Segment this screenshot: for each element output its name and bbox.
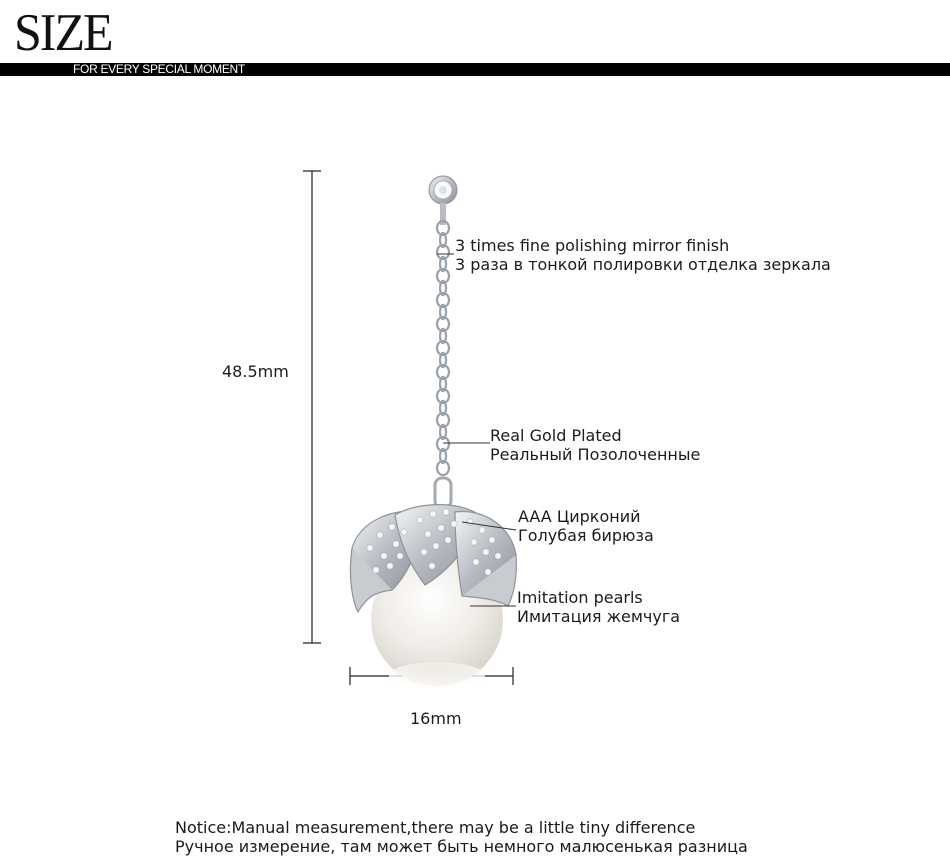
notice-ru: Ручное измерение, там может быть немного малюсенькая разница [175, 837, 748, 856]
callout-polishing-ru: 3 раза в тонкой полировки отделка зеркала [455, 255, 831, 274]
page-title: SIZE [14, 2, 112, 62]
pave-stone [387, 563, 393, 569]
pave-stone [471, 539, 477, 545]
pave-stone [483, 549, 489, 555]
callout-pearls-ru: Имитация жемчуга [517, 607, 681, 626]
pave-stone [495, 553, 501, 559]
callout-polishing-en: 3 times fine polishing mirror finish [455, 236, 730, 255]
pave-stone [430, 511, 436, 517]
bail [435, 478, 451, 508]
pave-stone [373, 567, 379, 573]
callout-polishing [455, 236, 831, 274]
pave-stone [467, 519, 473, 525]
pave-stone [429, 563, 435, 569]
height-dimension-line [303, 171, 321, 643]
pave-stone [393, 541, 399, 547]
tagline: FOR EVERY SPECIAL MOMENT [73, 62, 245, 76]
pave-stone [377, 532, 383, 538]
pave-stone [485, 569, 491, 575]
pave-stone [489, 537, 495, 543]
pave-stone [433, 543, 439, 549]
callout-zircon-line2: Голубая бирюза [518, 526, 654, 545]
width-label: 16mm [410, 709, 462, 728]
callout-plating-ru: Реальный Позолоченные [490, 445, 701, 464]
pave-stone [451, 521, 457, 527]
pave-stone [425, 531, 431, 537]
notice [175, 818, 748, 856]
pearl-reflection [389, 662, 485, 690]
height-label: 48.5mm [222, 362, 289, 381]
pave-stone [397, 553, 403, 559]
stud-crystal [429, 176, 457, 225]
pave-stone [443, 509, 449, 515]
callout-pearls [517, 588, 680, 626]
pave-stone [479, 527, 485, 533]
pave-stone [473, 559, 479, 565]
notice-en: Notice:Manual measurement,there may be a little tiny difference [175, 818, 696, 837]
pave-stone [389, 524, 395, 530]
pave-stone [438, 525, 444, 531]
pave-stone [421, 549, 427, 555]
pave-stone [367, 545, 373, 551]
pave-stone [401, 529, 407, 535]
callout-plating [490, 426, 700, 464]
pave-stone [381, 553, 387, 559]
callout-plating-en: Real Gold Plated [490, 426, 622, 445]
chain [437, 221, 449, 475]
callout-zircon-line1: AAA Цирконий [518, 507, 641, 526]
pave-stone [417, 517, 423, 523]
pave-stone [445, 537, 451, 543]
callout-pearls-en: Imitation pearls [517, 588, 643, 607]
callout-zircon [518, 507, 654, 545]
